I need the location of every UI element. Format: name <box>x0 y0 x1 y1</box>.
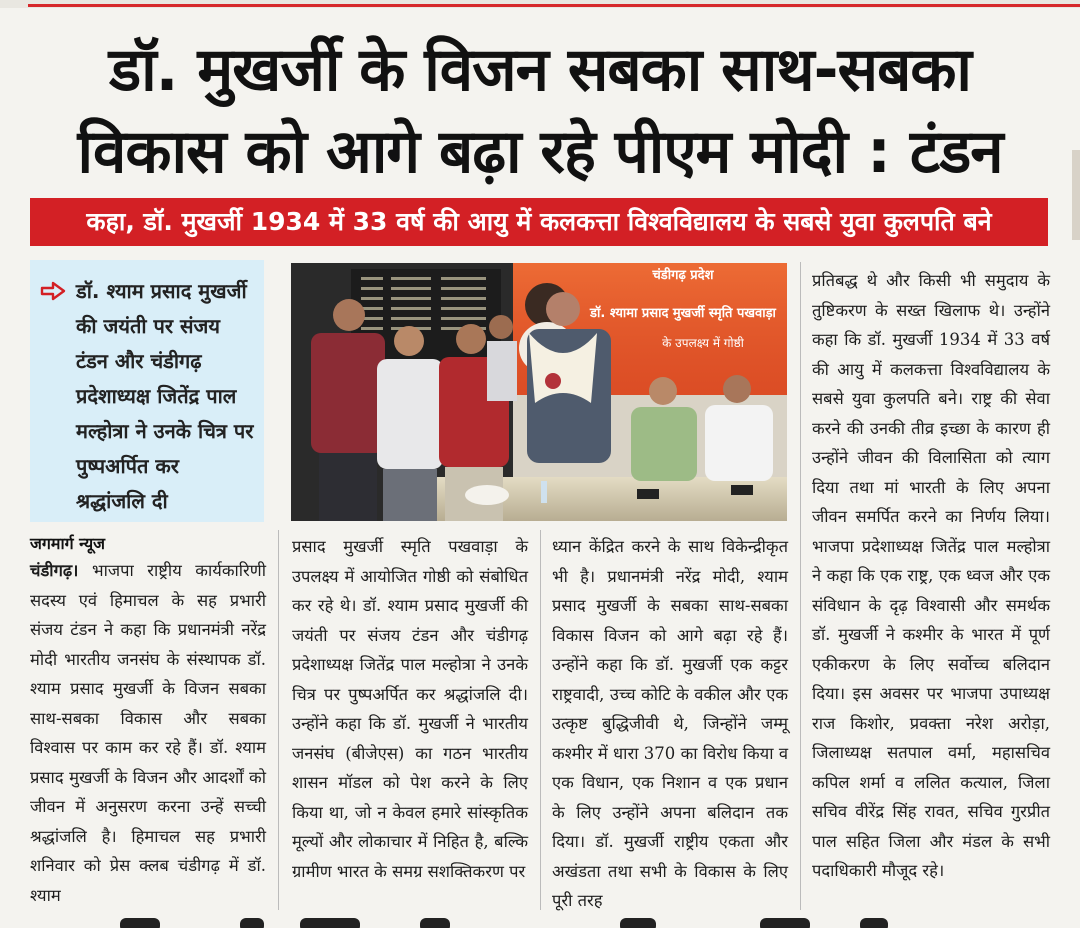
adjacent-article-edge <box>1072 150 1080 240</box>
dateline: चंडीगढ़। <box>30 561 79 580</box>
highlight-text: डॉ. श्याम प्रसाद मुखर्जी की जयंती पर संजय टंडन और चंडीगढ़ प्रदेशाध्यक्ष जितेंद्र पाल मल्होत्रा ने उनके चित्र पर पुष्पअर्पित कर श्रद्धांजलि दी <box>76 279 254 513</box>
column-divider <box>278 530 279 910</box>
article-column-4: प्रतिबद्ध थे और किसी भी समुदाय के तुष्टिकरण के सख्त खिलाफ थे। उन्होंने कहा कि डॉ. मुखर्जी 1934 में 33 वर्ष की आयु में कलकत्ता विश्वविद्यालय के सबसे युवा कुलपति बने। राष्ट्र की सेवा करने की उनकी तीव्र इच्छा के कारण ही उन्होंने जीवन की विलासिता को त्याग दिया तथा मां भारती के लिए अपना जीवन समर्पित करने का निर्णय लिया। भाजपा प्रदेशाध्यक्ष जितेंद्र पाल मल्होत्रा ने कहा कि एक राष्ट्र, एक ध्वज और एक संविधान के दृढ़ विश्वासी और समर्थक डॉ. मुखर्जी ने कश्मीर के भारत में पूर्ण एकीकरण के लिए सर्वोच्च बलिदान दिया। इस अवसर पर भाजपा उपाध्यक्ष राज किशोर, प्रवक्ता नरेश अरोड़ा, जिलाध्यक्ष सतपाल वर्मा, महासचिव कपिल शर्मा व ललित कत्याल, जिला सचिव वीरेंद्र सिंह रावत, सचिव गुरप्रीत पाल सहित जिला और मंडल के सभी पदाधिकारी मौजूद रहे। <box>812 271 1050 880</box>
banner-line-1: चंडीगढ़ प्रदेश <box>652 268 714 283</box>
article-column-1-text: भाजपा राष्ट्रीय कार्यकारिणी सदस्य एवं हिमाचल के सह प्रभारी संजय टंडन ने कहा कि प्रधानमंत्री नरेंद्र मोदी भारतीय जनसंघ के संस्थापक डॉ. श्याम प्रसाद मुखर्जी के विजन सबका साथ-सबका विकास और सबका विश्वास पर काम कर रहे हैं। डॉ. श्याम प्रसाद मुखर्जी के विजन और आदर्शों को जीवन में अनुसरण करना उन्हें सच्ची श्रद्धांजलि है। हिमाचल सह प्रभारी शनिवार को प्रेस क्लब चंडीगढ़ में डॉ. श्याम <box>30 561 266 905</box>
article-column-3: ध्यान केंद्रित करने के साथ विकेन्द्रीकृत भी है। प्रधानमंत्री नरेंद्र मोदी, श्याम प्रसाद मुखर्जी के सबका साथ-सबका विकास विजन को आगे बढ़ा रहे हैं। उन्होंने कहा कि डॉ. मुखर्जी एक कट्टर राष्ट्रवादी, उच्च कोटि के वकील और एक उत्कृष्ट बुद्धिजीवी थे, जिन्होंने जम्मू कश्मीर में धारा 370 का विरोध किया व एक विधान, एक निशान व एक प्रधान के लिए उन्होंने अपना बलिदान तक दिया। डॉ. मुखर्जी राष्ट्रीय एकता और अखंडता तथा सभी के विकास के लिए पूरी तरह <box>552 537 788 910</box>
column-divider <box>540 530 541 910</box>
article-column-2: प्रसाद मुखर्जी स्मृति पखवाड़ा के उपलक्ष्य में आयोजित गोष्ठी को संबोधित कर रहे थे। डॉ. श्याम प्रसाद मुखर्जी की जयंती पर संजय टंडन और चंडीगढ़ प्रदेशाध्यक्ष जितेंद्र पाल मल्होत्रा ने उनके चित्र पर पुष्पअर्पित कर श्रद्धांजलि दी। उन्होंने कहा कि डॉ. मुखर्जी ने भारतीय जनसंघ (बीजेएस) का गठन भारतीय शासन मॉडल को पेश करने के लिए किया था, जो न केवल हमारे सांस्कृतिक मूल्यों और लोकाचार में निहित है, बल्कि ग्रामीण भारत के समग्र सशक्तिकरण पर <box>292 537 528 881</box>
subheadline: कहा, डॉ. मुखर्जी 1934 में 33 वर्ष की आयु में कलकत्ता विश्वविद्यालय के सबसे युवा कुलपति बने <box>30 198 1048 246</box>
headline-line-1: डॉ. मुखर्जी के विजन सबका साथ-सबका <box>109 35 971 105</box>
event-photo-image <box>291 263 787 521</box>
highlight-box <box>30 260 264 522</box>
top-red-rule <box>28 4 1080 7</box>
banner-line-3: के उपलक्ष्य में गोष्ठी <box>662 336 744 350</box>
article-column-1 <box>30 556 266 910</box>
arrow-right-icon <box>40 280 66 302</box>
column-divider <box>800 262 801 910</box>
event-photo <box>291 263 787 521</box>
byline: जगमार्ग न्यूज <box>30 534 106 553</box>
headline-line-2: विकास को आगे बढ़ा रहे पीएम मोदी : टंडन <box>77 117 1003 187</box>
banner-line-2: डॉ. श्यामा प्रसाद मुखर्जी स्मृति पखवाड़ा <box>590 306 776 321</box>
next-headline-cutoff <box>0 912 1080 928</box>
